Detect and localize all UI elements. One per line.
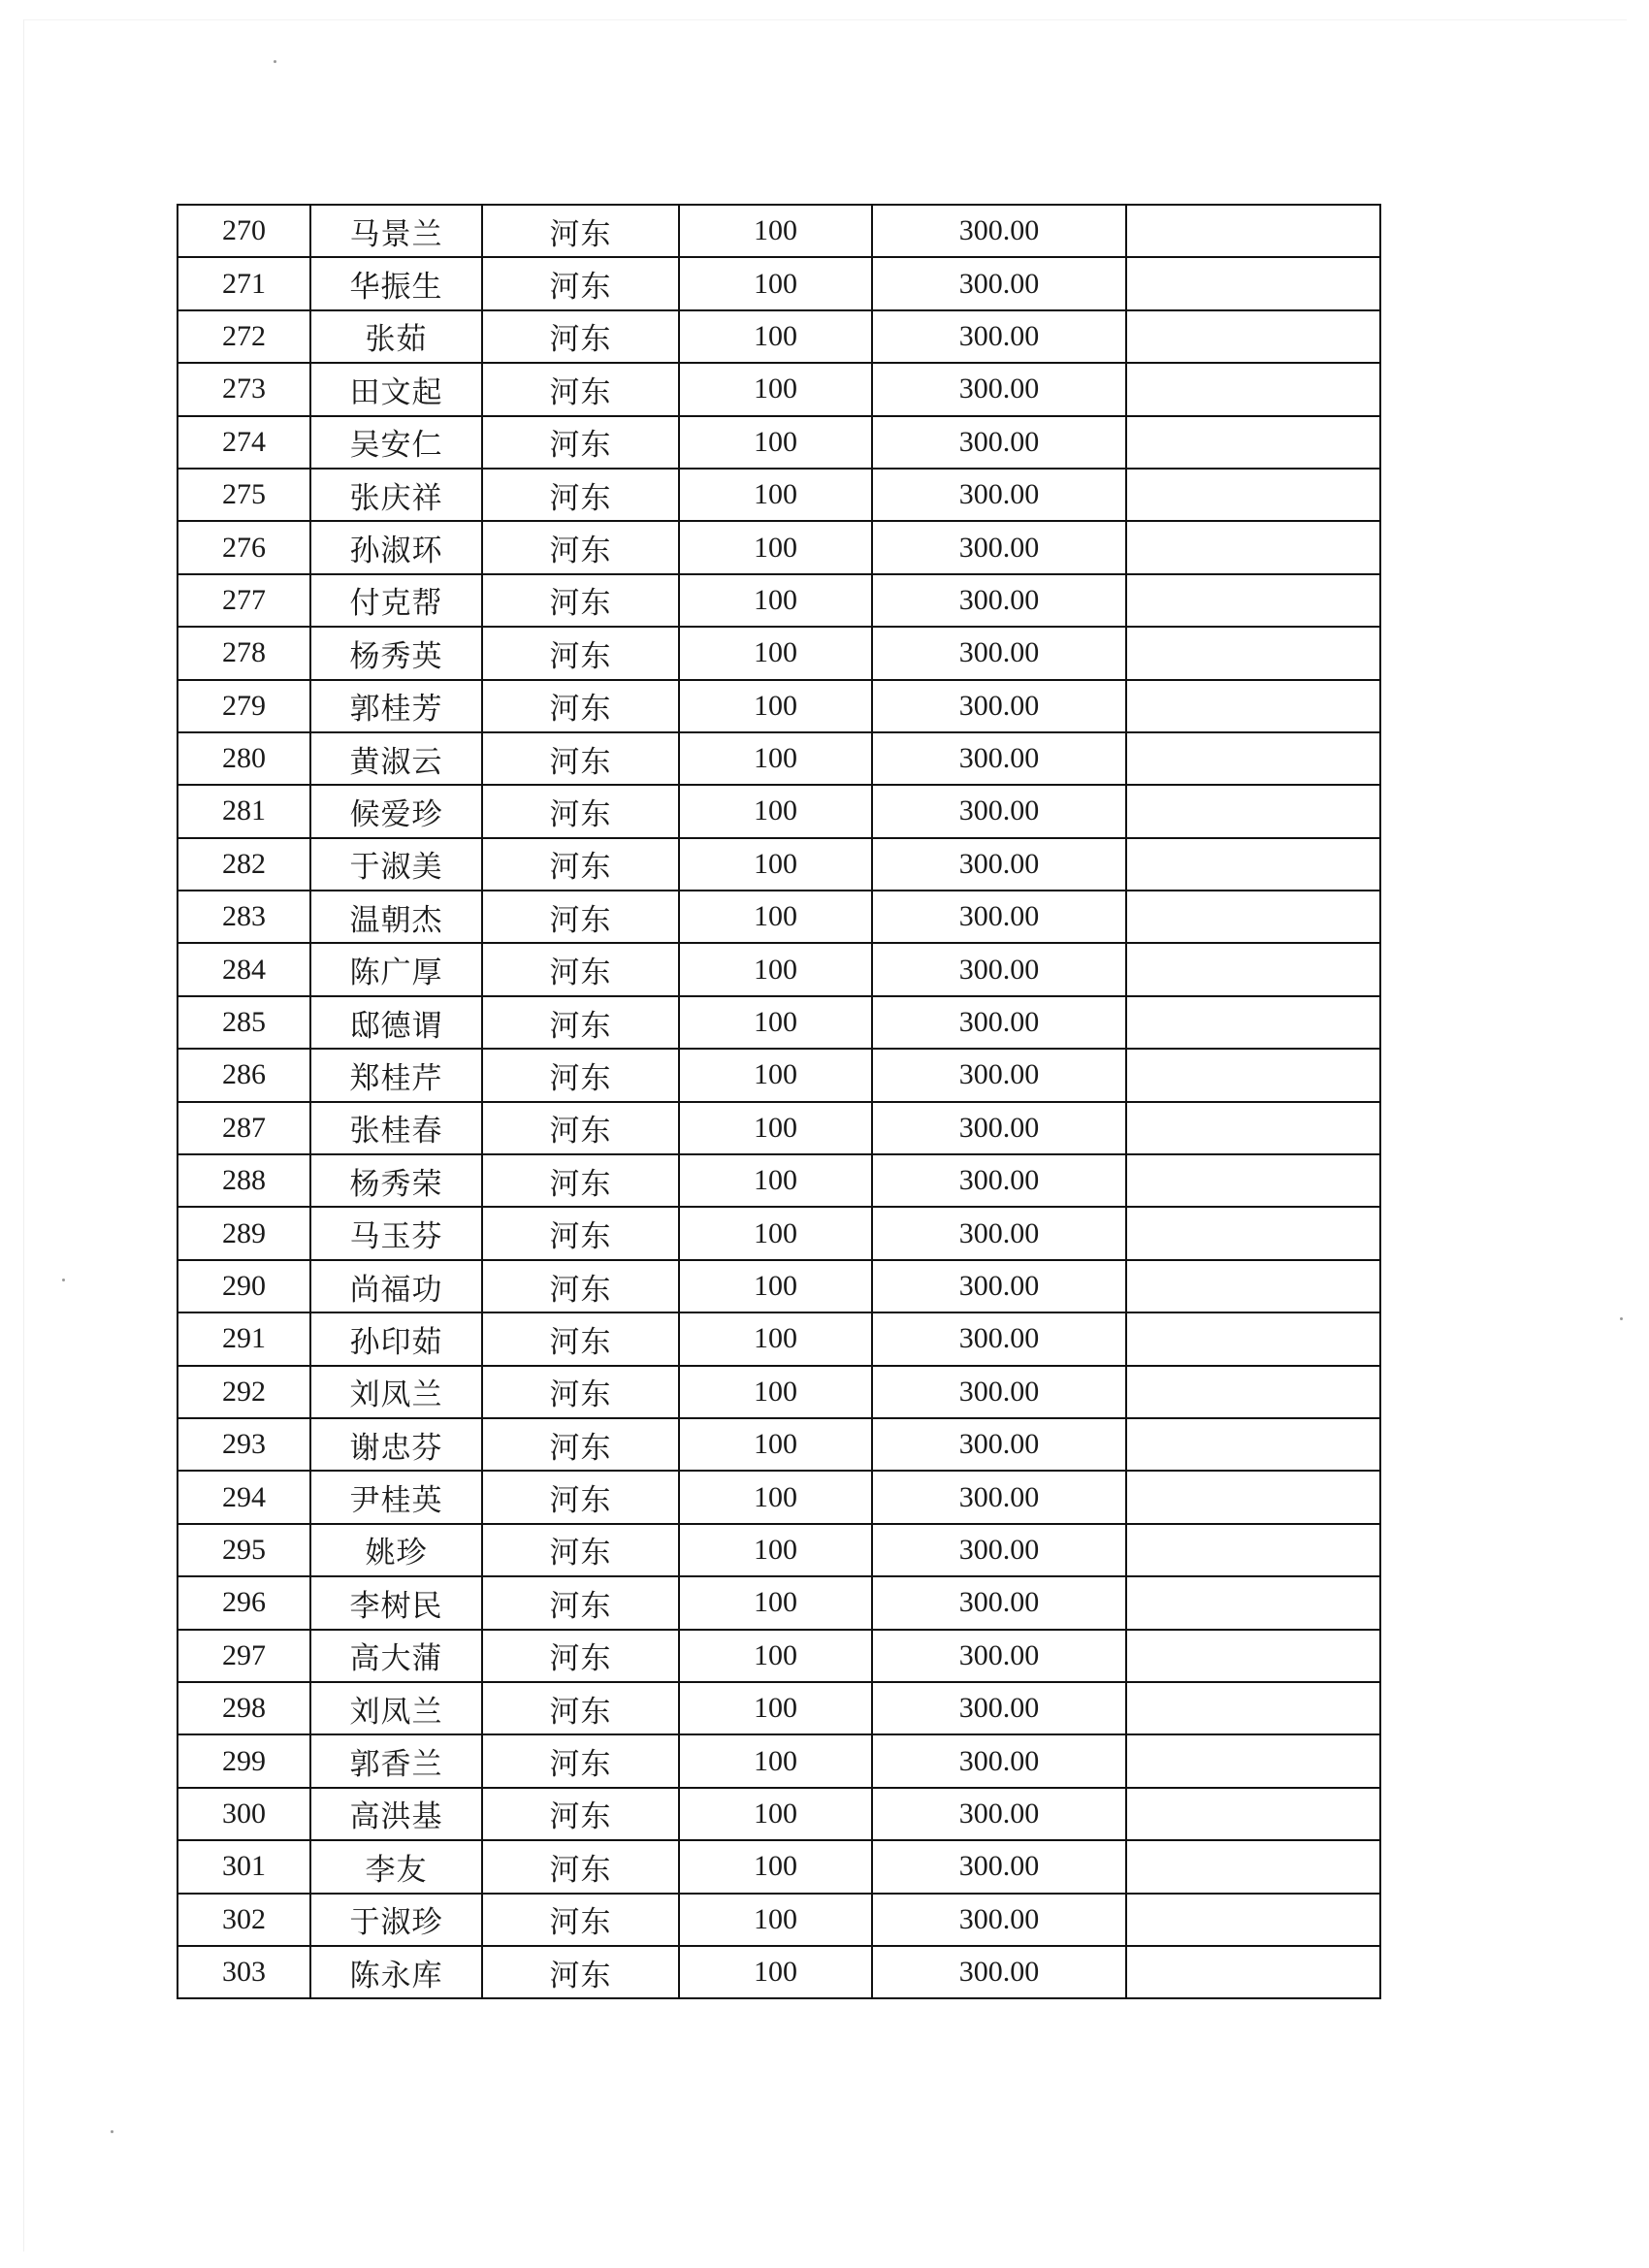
area-cell: 河东: [482, 574, 679, 627]
name-cell: 张茹: [310, 310, 482, 363]
table-row: [178, 1418, 1380, 1471]
quantity-cell: 100: [679, 1366, 872, 1418]
row-number-cell: 283: [178, 891, 310, 943]
note-cell: [1126, 627, 1380, 679]
row-number-cell: 296: [178, 1576, 310, 1629]
note-cell: [1126, 943, 1380, 995]
row-number-cell: 272: [178, 310, 310, 363]
amount-cell: 300.00: [872, 680, 1126, 732]
quantity-cell: 100: [679, 574, 872, 627]
amount-cell: 300.00: [872, 1102, 1126, 1154]
scan-speck: [111, 2130, 113, 2133]
amount-cell: 300.00: [872, 996, 1126, 1049]
table-row: [178, 943, 1380, 995]
area-cell: 河东: [482, 680, 679, 732]
table-row: [178, 521, 1380, 573]
note-cell: [1126, 1471, 1380, 1523]
quantity-cell: 100: [679, 627, 872, 679]
quantity-cell: 100: [679, 1471, 872, 1523]
amount-cell: 300.00: [872, 627, 1126, 679]
area-cell: 河东: [482, 732, 679, 785]
quantity-cell: 100: [679, 1207, 872, 1259]
area-cell: 河东: [482, 1840, 679, 1893]
name-cell: 孙印茹: [310, 1312, 482, 1365]
row-number-cell: 282: [178, 838, 310, 891]
name-cell: 候爱珍: [310, 785, 482, 837]
area-cell: 河东: [482, 996, 679, 1049]
note-cell: [1126, 1840, 1380, 1893]
row-number-cell: 274: [178, 416, 310, 469]
table-row: [178, 1630, 1380, 1682]
row-number-cell: 302: [178, 1894, 310, 1946]
quantity-cell: 100: [679, 1840, 872, 1893]
row-number-cell: 295: [178, 1524, 310, 1576]
amount-cell: 300.00: [872, 1312, 1126, 1365]
quantity-cell: 100: [679, 205, 872, 257]
area-cell: 河东: [482, 1630, 679, 1682]
note-cell: [1126, 521, 1380, 573]
note-cell: [1126, 1946, 1380, 1998]
name-cell: 华振生: [310, 257, 482, 309]
name-cell: 郭香兰: [310, 1734, 482, 1787]
amount-cell: 300.00: [872, 1682, 1126, 1734]
table-row: [178, 1576, 1380, 1629]
table-row: [178, 1154, 1380, 1207]
note-cell: [1126, 363, 1380, 415]
quantity-cell: 100: [679, 1312, 872, 1365]
amount-cell: 300.00: [872, 891, 1126, 943]
note-cell: [1126, 1207, 1380, 1259]
name-cell: 陈永库: [310, 1946, 482, 1998]
row-number-cell: 273: [178, 363, 310, 415]
row-number-cell: 285: [178, 996, 310, 1049]
scan-speck: [1620, 1317, 1623, 1320]
name-cell: 刘凤兰: [310, 1682, 482, 1734]
name-cell: 姚珍: [310, 1524, 482, 1576]
name-cell: 郑桂芹: [310, 1049, 482, 1101]
name-cell: 刘凤兰: [310, 1366, 482, 1418]
table-row: [178, 1946, 1380, 1998]
row-number-cell: 293: [178, 1418, 310, 1471]
name-cell: 马景兰: [310, 205, 482, 257]
row-number-cell: 290: [178, 1260, 310, 1312]
quantity-cell: 100: [679, 996, 872, 1049]
name-cell: 温朝杰: [310, 891, 482, 943]
table-row: [178, 1260, 1380, 1312]
area-cell: 河东: [482, 1102, 679, 1154]
area-cell: 河东: [482, 785, 679, 837]
row-number-cell: 288: [178, 1154, 310, 1207]
row-number-cell: 278: [178, 627, 310, 679]
area-cell: 河东: [482, 1154, 679, 1207]
quantity-cell: 100: [679, 1630, 872, 1682]
table-row: [178, 469, 1380, 521]
table-row: [178, 1102, 1380, 1154]
note-cell: [1126, 680, 1380, 732]
row-number-cell: 271: [178, 257, 310, 309]
table-row: [178, 574, 1380, 627]
quantity-cell: 100: [679, 521, 872, 573]
amount-cell: 300.00: [872, 416, 1126, 469]
note-cell: [1126, 1312, 1380, 1365]
quantity-cell: 100: [679, 1049, 872, 1101]
note-cell: [1126, 838, 1380, 891]
quantity-cell: 100: [679, 1894, 872, 1946]
area-cell: 河东: [482, 521, 679, 573]
amount-cell: 300.00: [872, 943, 1126, 995]
note-cell: [1126, 1102, 1380, 1154]
area-cell: 河东: [482, 1946, 679, 1998]
quantity-cell: 100: [679, 310, 872, 363]
area-cell: 河东: [482, 1366, 679, 1418]
amount-cell: 300.00: [872, 1471, 1126, 1523]
quantity-cell: 100: [679, 1946, 872, 1998]
row-number-cell: 284: [178, 943, 310, 995]
note-cell: [1126, 1576, 1380, 1629]
area-cell: 河东: [482, 363, 679, 415]
amount-cell: 300.00: [872, 257, 1126, 309]
name-cell: 李树民: [310, 1576, 482, 1629]
note-cell: [1126, 732, 1380, 785]
quantity-cell: 100: [679, 680, 872, 732]
name-cell: 张桂春: [310, 1102, 482, 1154]
row-number-cell: 287: [178, 1102, 310, 1154]
amount-cell: 300.00: [872, 1049, 1126, 1101]
name-cell: 郭桂芳: [310, 680, 482, 732]
area-cell: 河东: [482, 1524, 679, 1576]
quantity-cell: 100: [679, 1418, 872, 1471]
name-cell: 杨秀荣: [310, 1154, 482, 1207]
amount-cell: 300.00: [872, 1260, 1126, 1312]
table-row: [178, 1840, 1380, 1893]
row-number-cell: 275: [178, 469, 310, 521]
area-cell: 河东: [482, 1576, 679, 1629]
row-number-cell: 291: [178, 1312, 310, 1365]
row-number-cell: 279: [178, 680, 310, 732]
table-row: [178, 1894, 1380, 1946]
note-cell: [1126, 1630, 1380, 1682]
row-number-cell: 299: [178, 1734, 310, 1787]
note-cell: [1126, 1049, 1380, 1101]
note-cell: [1126, 1788, 1380, 1840]
quantity-cell: 100: [679, 891, 872, 943]
name-cell: 于淑美: [310, 838, 482, 891]
note-cell: [1126, 996, 1380, 1049]
note-cell: [1126, 1734, 1380, 1787]
amount-cell: 300.00: [872, 1366, 1126, 1418]
table-row: [178, 1312, 1380, 1365]
note-cell: [1126, 1418, 1380, 1471]
table-row: [178, 1734, 1380, 1787]
name-cell: 张庆祥: [310, 469, 482, 521]
table-row: [178, 1366, 1380, 1418]
row-number-cell: 277: [178, 574, 310, 627]
name-cell: 谢忠芬: [310, 1418, 482, 1471]
area-cell: 河东: [482, 469, 679, 521]
name-cell: 邸德谓: [310, 996, 482, 1049]
name-cell: 高洪基: [310, 1788, 482, 1840]
amount-cell: 300.00: [872, 1630, 1126, 1682]
area-cell: 河东: [482, 1894, 679, 1946]
roster-table-body: [178, 205, 1380, 1998]
note-cell: [1126, 1894, 1380, 1946]
name-cell: 于淑珍: [310, 1894, 482, 1946]
note-cell: [1126, 205, 1380, 257]
amount-cell: 300.00: [872, 574, 1126, 627]
table-row: [178, 1682, 1380, 1734]
name-cell: 孙淑环: [310, 521, 482, 573]
table-row: [178, 680, 1380, 732]
name-cell: 李友: [310, 1840, 482, 1893]
amount-cell: 300.00: [872, 1946, 1126, 1998]
table-row: [178, 996, 1380, 1049]
amount-cell: 300.00: [872, 1576, 1126, 1629]
note-cell: [1126, 1682, 1380, 1734]
amount-cell: 300.00: [872, 838, 1126, 891]
table-row: [178, 1207, 1380, 1259]
note-cell: [1126, 574, 1380, 627]
area-cell: 河东: [482, 1260, 679, 1312]
table-row: [178, 310, 1380, 363]
table-row: [178, 363, 1380, 415]
note-cell: [1126, 1524, 1380, 1576]
name-cell: 付克帮: [310, 574, 482, 627]
name-cell: 尹桂英: [310, 1471, 482, 1523]
row-number-cell: 286: [178, 1049, 310, 1101]
quantity-cell: 100: [679, 943, 872, 995]
quantity-cell: 100: [679, 732, 872, 785]
quantity-cell: 100: [679, 257, 872, 309]
area-cell: 河东: [482, 205, 679, 257]
row-number-cell: 301: [178, 1840, 310, 1893]
name-cell: 吴安仁: [310, 416, 482, 469]
row-number-cell: 289: [178, 1207, 310, 1259]
table-row: [178, 1049, 1380, 1101]
row-number-cell: 280: [178, 732, 310, 785]
name-cell: 马玉芬: [310, 1207, 482, 1259]
note-cell: [1126, 1154, 1380, 1207]
name-cell: 陈广厚: [310, 943, 482, 995]
amount-cell: 300.00: [872, 205, 1126, 257]
name-cell: 黄淑云: [310, 732, 482, 785]
quantity-cell: 100: [679, 1682, 872, 1734]
amount-cell: 300.00: [872, 1154, 1126, 1207]
area-cell: 河东: [482, 943, 679, 995]
table-row: [178, 1524, 1380, 1576]
quantity-cell: 100: [679, 838, 872, 891]
area-cell: 河东: [482, 1682, 679, 1734]
area-cell: 河东: [482, 1734, 679, 1787]
note-cell: [1126, 891, 1380, 943]
table-row: [178, 1788, 1380, 1840]
quantity-cell: 100: [679, 1260, 872, 1312]
amount-cell: 300.00: [872, 1524, 1126, 1576]
table-row: [178, 205, 1380, 257]
area-cell: 河东: [482, 1471, 679, 1523]
area-cell: 河东: [482, 1788, 679, 1840]
table-row: [178, 838, 1380, 891]
amount-cell: 300.00: [872, 310, 1126, 363]
table-row: [178, 416, 1380, 469]
area-cell: 河东: [482, 1312, 679, 1365]
quantity-cell: 100: [679, 1102, 872, 1154]
row-number-cell: 298: [178, 1682, 310, 1734]
row-number-cell: 281: [178, 785, 310, 837]
quantity-cell: 100: [679, 785, 872, 837]
area-cell: 河东: [482, 257, 679, 309]
row-number-cell: 300: [178, 1788, 310, 1840]
table-row: [178, 1471, 1380, 1523]
amount-cell: 300.00: [872, 1734, 1126, 1787]
area-cell: 河东: [482, 1049, 679, 1101]
amount-cell: 300.00: [872, 732, 1126, 785]
area-cell: 河东: [482, 1418, 679, 1471]
quantity-cell: 100: [679, 363, 872, 415]
note-cell: [1126, 785, 1380, 837]
roster-table: [177, 204, 1381, 1999]
area-cell: 河东: [482, 627, 679, 679]
quantity-cell: 100: [679, 1734, 872, 1787]
amount-cell: 300.00: [872, 363, 1126, 415]
quantity-cell: 100: [679, 1154, 872, 1207]
note-cell: [1126, 1366, 1380, 1418]
quantity-cell: 100: [679, 469, 872, 521]
row-number-cell: 294: [178, 1471, 310, 1523]
row-number-cell: 297: [178, 1630, 310, 1682]
amount-cell: 300.00: [872, 1418, 1126, 1471]
table-row: [178, 785, 1380, 837]
name-cell: 高大蒲: [310, 1630, 482, 1682]
note-cell: [1126, 310, 1380, 363]
amount-cell: 300.00: [872, 785, 1126, 837]
name-cell: 杨秀英: [310, 627, 482, 679]
amount-cell: 300.00: [872, 1840, 1126, 1893]
area-cell: 河东: [482, 838, 679, 891]
area-cell: 河东: [482, 891, 679, 943]
note-cell: [1126, 469, 1380, 521]
name-cell: 田文起: [310, 363, 482, 415]
quantity-cell: 100: [679, 416, 872, 469]
area-cell: 河东: [482, 416, 679, 469]
area-cell: 河东: [482, 310, 679, 363]
amount-cell: 300.00: [872, 1788, 1126, 1840]
area-cell: 河东: [482, 1207, 679, 1259]
quantity-cell: 100: [679, 1524, 872, 1576]
note-cell: [1126, 416, 1380, 469]
amount-cell: 300.00: [872, 1894, 1126, 1946]
row-number-cell: 292: [178, 1366, 310, 1418]
amount-cell: 300.00: [872, 469, 1126, 521]
amount-cell: 300.00: [872, 1207, 1126, 1259]
row-number-cell: 270: [178, 205, 310, 257]
scan-speck: [62, 1279, 65, 1281]
amount-cell: 300.00: [872, 521, 1126, 573]
name-cell: 尚福功: [310, 1260, 482, 1312]
table-row: [178, 257, 1380, 309]
row-number-cell: 276: [178, 521, 310, 573]
quantity-cell: 100: [679, 1576, 872, 1629]
quantity-cell: 100: [679, 1788, 872, 1840]
table-row: [178, 891, 1380, 943]
scan-speck: [274, 60, 276, 63]
note-cell: [1126, 257, 1380, 309]
note-cell: [1126, 1260, 1380, 1312]
row-number-cell: 303: [178, 1946, 310, 1998]
table-row: [178, 732, 1380, 785]
table-row: [178, 627, 1380, 679]
